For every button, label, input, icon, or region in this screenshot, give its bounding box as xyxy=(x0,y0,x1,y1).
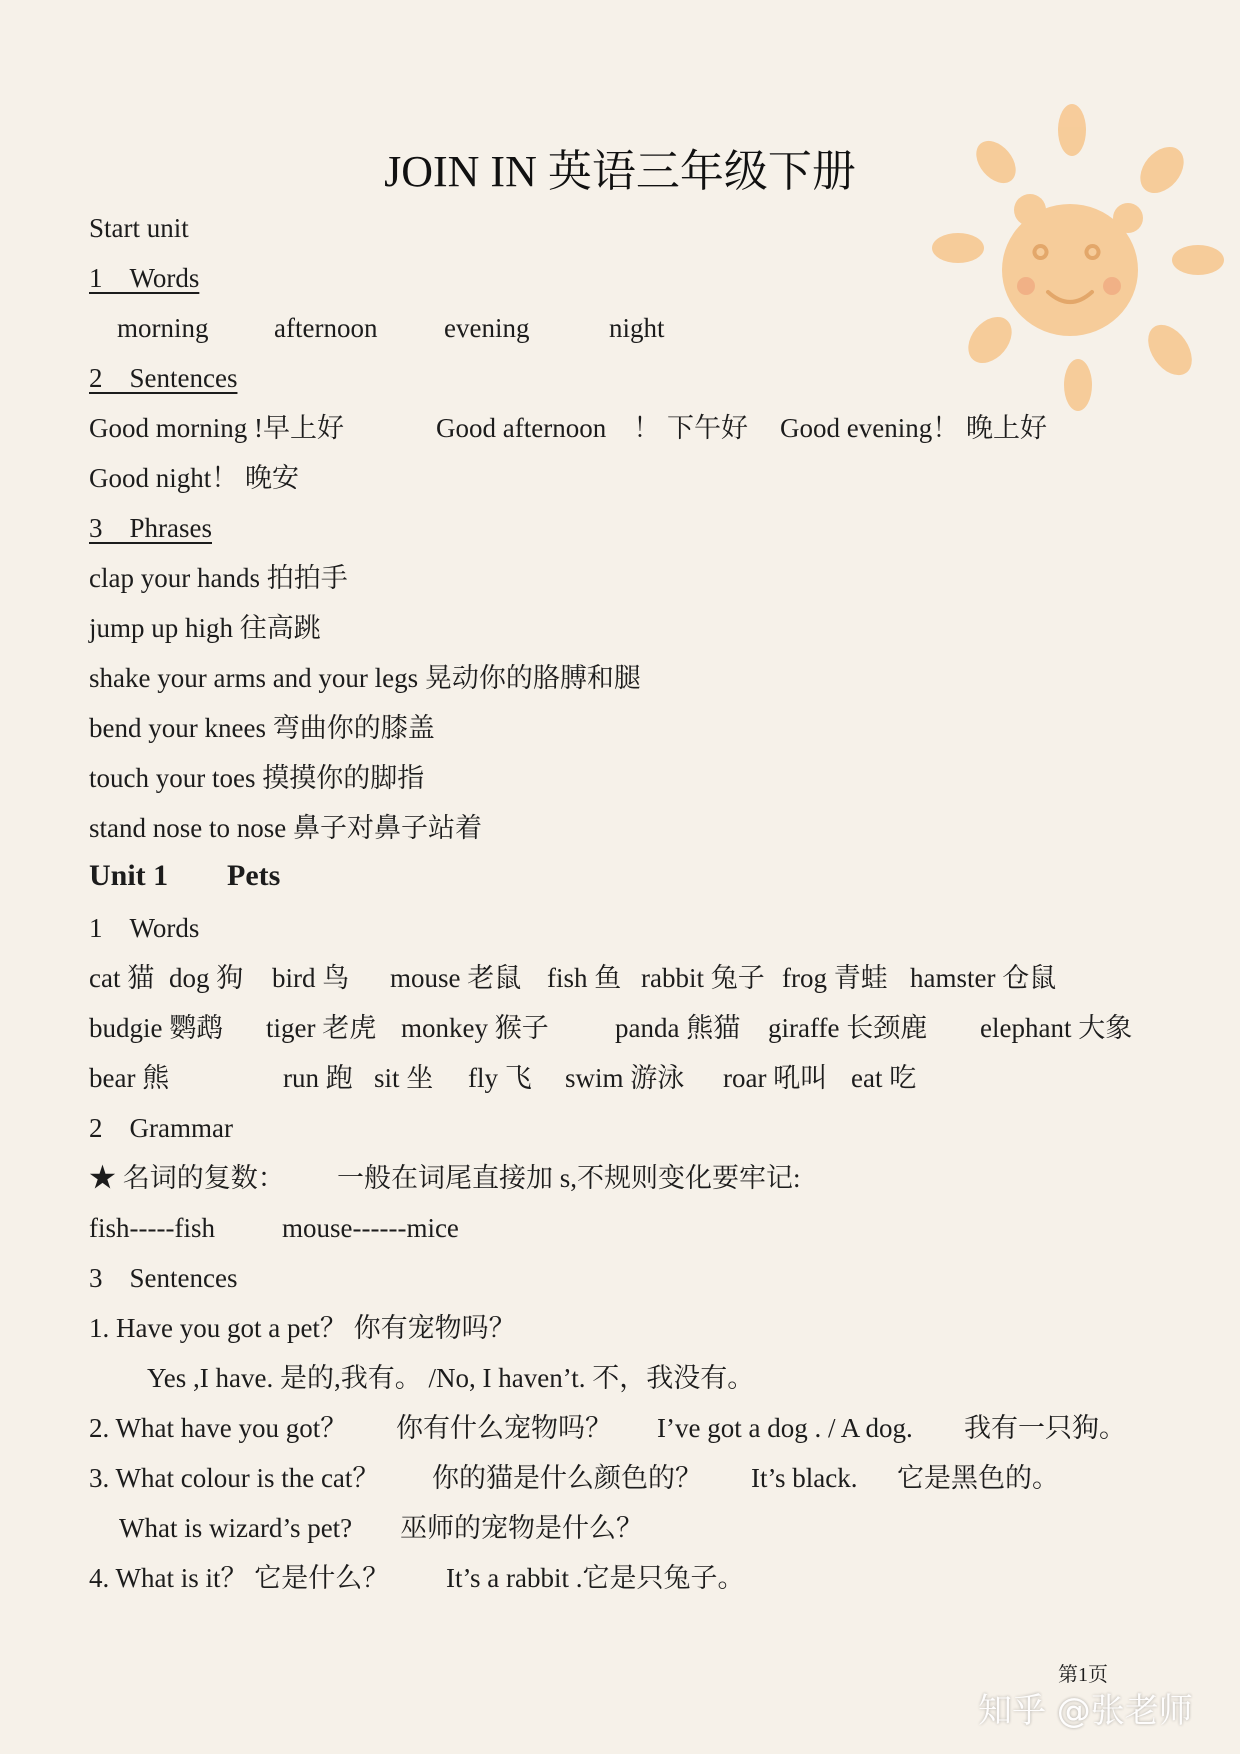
sentence-part: 4. What is it？ 它是什么？ xyxy=(89,1563,390,1593)
sentence-part: 你有什么宠物吗？ xyxy=(396,1413,612,1443)
vocab-item: tiger 老虎 xyxy=(266,1013,377,1043)
grammar-star-label: ★ 名词的复数： xyxy=(89,1163,285,1193)
sentences-heading: 2 Sentences xyxy=(89,363,238,393)
vocab-item: elephant 大象 xyxy=(980,1013,1133,1043)
vocab-item: bird 鸟 xyxy=(272,963,350,993)
vocab-item: eat 吃 xyxy=(851,1063,917,1093)
sentence-row-3b xyxy=(119,1510,643,1546)
sentence-part: 2. What have you got？ xyxy=(89,1413,348,1443)
vocab-item: monkey 猴子 xyxy=(401,1013,549,1043)
sentence-item: 1. Have you got a pet？ 你有宠物吗？ xyxy=(89,1313,516,1343)
sentence-row-2 xyxy=(89,1410,1126,1446)
phrase-item: jump up high 往高跳 xyxy=(89,613,321,643)
phrase-item: stand nose to nose 鼻子对鼻子站着 xyxy=(89,813,482,843)
words-heading: 1 Words xyxy=(89,263,200,293)
unit1-sentences-heading: 3 Sentences xyxy=(89,1263,238,1293)
phrases-heading: 3 Phrases xyxy=(89,513,212,543)
sentence-answer: Yes ,I have. 是的,我有。 /No, I haven’t. 不，我没有。 xyxy=(147,1363,755,1393)
vocab-item: hamster 仓鼠 xyxy=(910,963,1057,993)
unit1-heading xyxy=(89,858,280,894)
word-item: morning xyxy=(117,313,209,343)
vocab-item: mouse 老鼠 xyxy=(390,963,522,993)
grammar-rule: 一般在词尾直接加 s,不规则变化要牢记: xyxy=(337,1163,801,1193)
grammar-rule-row xyxy=(89,1160,801,1196)
sentence-part: 我有一只狗。 xyxy=(964,1413,1126,1443)
unit1-words-row3 xyxy=(89,1060,916,1096)
sentence-part: 3. What colour is the cat？ xyxy=(89,1463,380,1493)
phrase-item: bend your knees 弯曲你的膝盖 xyxy=(89,713,435,743)
page-number: 第1页 xyxy=(1058,1664,1108,1686)
vocab-item: rabbit 兔子 xyxy=(641,963,765,993)
vocab-item: frog 青蛙 xyxy=(782,963,888,993)
sentence-row-3 xyxy=(89,1460,1059,1496)
vocab-item: roar 吼叫 xyxy=(723,1063,828,1093)
vocab-item: budgie 鹦鹉 xyxy=(89,1013,224,1043)
unit1-words-heading: 1 Words xyxy=(89,913,200,943)
document-title: JOIN IN 英语三年级下册 xyxy=(384,147,856,196)
unit1-words-row2 xyxy=(89,1010,1132,1046)
vocab-item: fly 飞 xyxy=(468,1063,532,1093)
grammar-example: mouse------mice xyxy=(282,1213,459,1243)
sentence-part: It’s a rabbit .它是只兔子。 xyxy=(446,1563,745,1593)
sentence-part: What is wizard’s pet? xyxy=(119,1513,353,1543)
vocab-item: giraffe 长颈鹿 xyxy=(768,1013,928,1043)
vocab-item: swim 游泳 xyxy=(565,1063,685,1093)
vocab-item: sit 坐 xyxy=(374,1063,434,1093)
word-item: afternoon xyxy=(274,313,378,343)
sentence-part: I’ve got a dog . / A dog. xyxy=(657,1413,913,1443)
start-words-row xyxy=(117,310,665,346)
sentence-part: It’s black. xyxy=(751,1463,858,1493)
phrase-item: clap your hands 拍拍手 xyxy=(89,563,348,593)
grammar-heading: 2 Grammar xyxy=(89,1113,233,1143)
grammar-example: fish-----fish xyxy=(89,1213,215,1243)
sentence-part: 它是黑色的。 xyxy=(897,1463,1059,1493)
watermark: 知乎 @张老师 xyxy=(978,1691,1193,1731)
word-item: evening xyxy=(444,313,530,343)
greeting-item: Good afternoon ！ 下午好 xyxy=(436,413,748,443)
greeting-item: Good morning !早上好 xyxy=(89,413,344,443)
vocab-item: dog 狗 xyxy=(169,963,244,993)
unit1-name: Pets xyxy=(227,859,281,892)
phrase-item: touch your toes 摸摸你的脚指 xyxy=(89,763,425,793)
sentence-part: 巫师的宠物是什么？ xyxy=(400,1513,643,1543)
vocab-item: bear 熊 xyxy=(89,1063,170,1093)
sentence-part: 你的猫是什么颜色的？ xyxy=(432,1463,702,1493)
vocab-item: cat 猫 xyxy=(89,963,155,993)
grammar-examples-row xyxy=(89,1210,459,1246)
unit1-words-row1 xyxy=(89,960,1056,996)
vocab-item: fish 鱼 xyxy=(547,963,622,993)
vocab-item: run 跑 xyxy=(283,1063,353,1093)
vocab-item: panda 熊猫 xyxy=(615,1013,741,1043)
unit1-label: Unit 1 xyxy=(89,859,169,892)
phrase-item: shake your arms and your legs 晃动你的胳膊和腿 xyxy=(89,663,641,693)
start-unit-heading: Start unit xyxy=(89,213,189,243)
greeting-item: Good evening！ 晚上好 xyxy=(780,413,1047,443)
sentence-row-4 xyxy=(89,1560,744,1596)
word-item: night xyxy=(609,313,665,343)
greetings-row xyxy=(89,410,1047,446)
greeting-night: Good night！ 晚安 xyxy=(89,463,300,493)
